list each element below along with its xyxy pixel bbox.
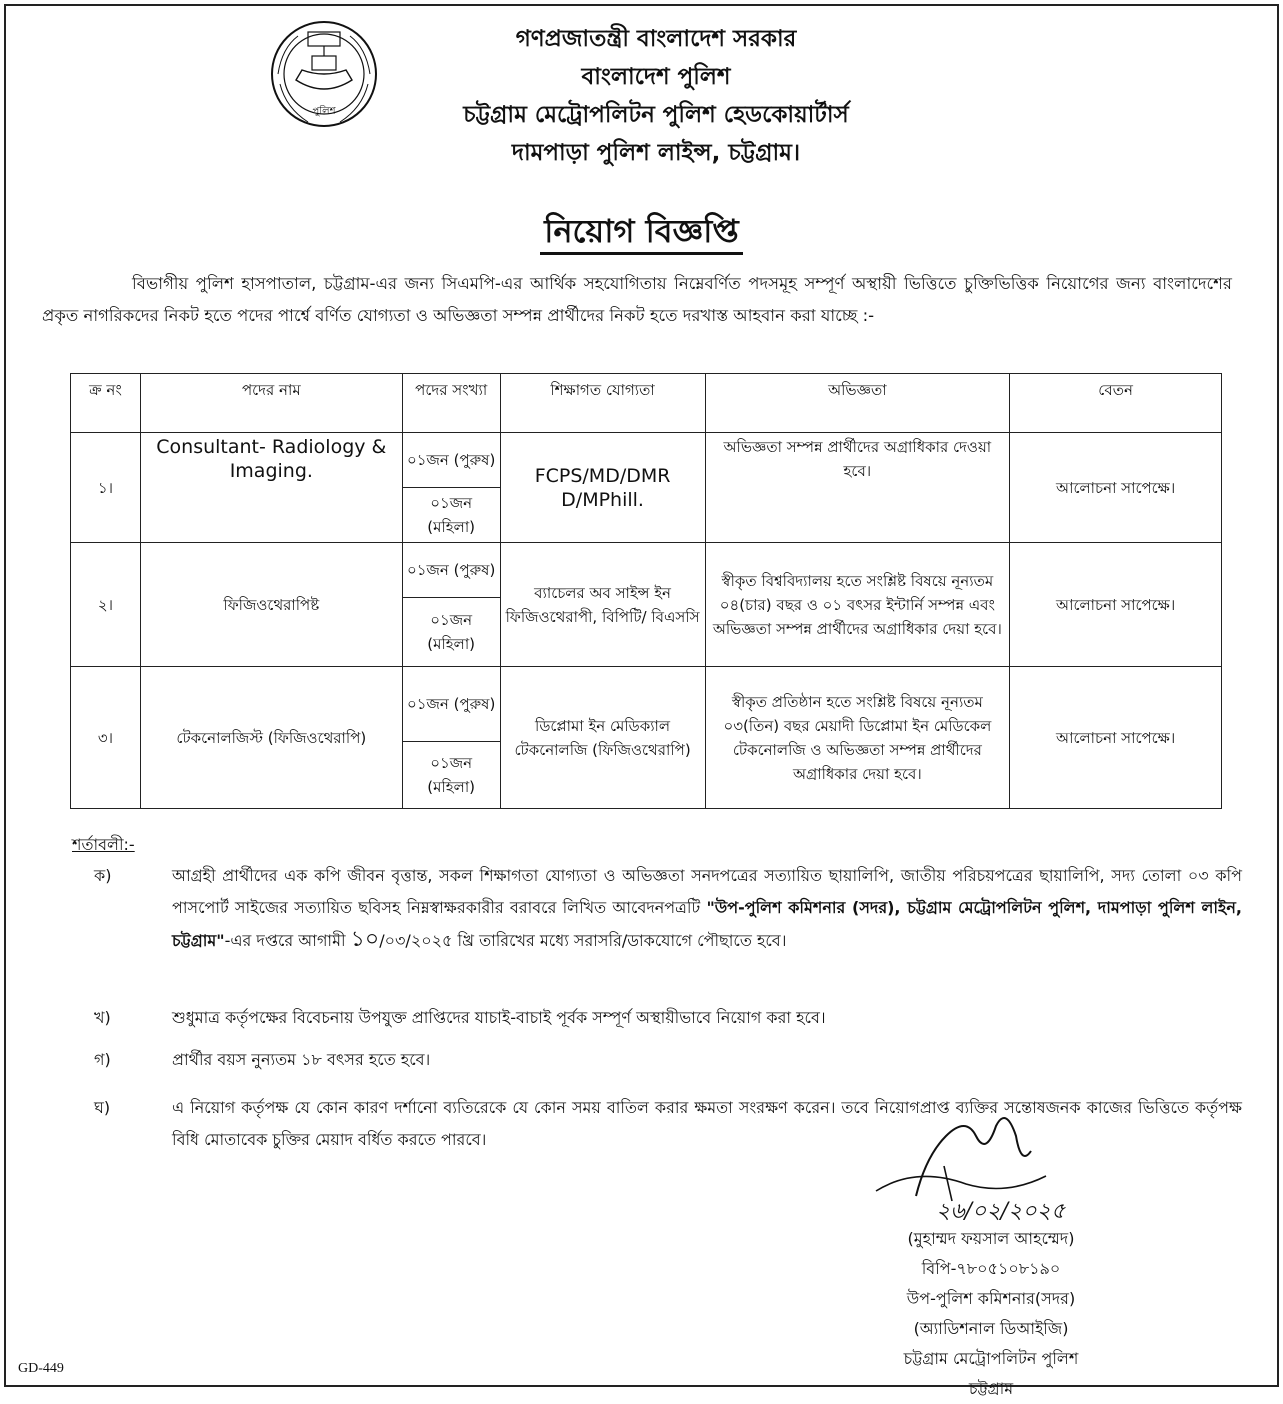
row-count-female: ০১জন (মহিলা) bbox=[402, 598, 500, 667]
row-salary: আলোচনা সাপেক্ষে। bbox=[1010, 667, 1222, 809]
condition-ka-text-c: /০৩/২০২৫ খ্রি তারিখের মধ্যে সরাসরি/ডাকযোগে পৌছাতে হবে। bbox=[379, 931, 787, 950]
signatory-office: চট্টগ্রাম মেট্রোপলিটন পুলিশ bbox=[903, 1349, 1079, 1368]
table-row bbox=[71, 543, 1222, 598]
row-experience: স্বীকৃত প্রতিষ্ঠান হতে সংশ্লিষ্ট বিষয়ে নূন্যতম ০৩(তিন) বছর মেয়াদী ডিপ্লোমা ইন মেডিকেল টেকনোলজি ও অভিজ্ঞতা সম্পন্ন প্রার্থীদের অগ্রাধিকার দেয়া হবে। bbox=[705, 667, 1010, 809]
header-headquarters: চট্টগ্রাম মেট্রোপলিটন পুলিশ হেডকোয়ার্টার্স bbox=[463, 102, 849, 128]
row-count-female: ০১জন (মহিলা) bbox=[402, 742, 500, 809]
row-post: টেকনোলজিস্ট (ফিজিওথেরাপি) bbox=[140, 667, 402, 809]
condition-text: শুধুমাত্র কর্তৃপক্ষের বিবেচনায় উপযুক্ত প্রাপ্তিদের যাচাই-বাচাই পূর্বক সম্পূর্ণ অস্থায়ীভাবে নিয়োগ করা হবে। bbox=[172, 1008, 826, 1027]
footer-code: GD-449 bbox=[18, 1361, 64, 1376]
row-count-female: ০১জন (মহিলা) bbox=[402, 488, 500, 543]
svg-text:পুলিশ: পুলিশ bbox=[312, 106, 336, 117]
office-address: "উপ-পুলিশ কমিশনার (সদর), চট্টগ্রাম মেট্রোপলিটন পুলিশ, দামপাড়া পুলিশ লাইন, চট্টগ্রাম" bbox=[172, 898, 1242, 950]
row-post: ফিজিওথেরাপিষ্ট bbox=[140, 543, 402, 667]
row-education: ডিপ্লোমা ইন মেডিক্যাল টেকনোলজি (ফিজিওথেরাপি) bbox=[500, 667, 705, 809]
signatory-additional: (অ্যাডিশনাল ডিআইজি) bbox=[913, 1319, 1069, 1338]
condition-text: এ নিয়োগ কর্তৃপক্ষ যে কোন কারণ দর্শানো ব্যতিরেকে যে কোন সময় বাতিল করার ক্ষমতা সংরক্ষণ করেন। তবে নিয়োগপ্রাপ্ত ব্যক্তির সন্তোষজনক কাজের ভিত্তিতে কর্তৃপক্ষ বিধি মোতাবেক চুক্তির মেয়াদ বর্ধিত করতে পারবে। bbox=[172, 1098, 1242, 1149]
condition-mark: গ) bbox=[94, 1050, 111, 1069]
condition-ka-text-b: -এর দপ্তরে আগামী bbox=[224, 931, 346, 950]
header-experience: অভিজ্ঞতা bbox=[705, 374, 1010, 433]
header-post: পদের নাম bbox=[140, 374, 402, 433]
condition-ka bbox=[42, 860, 1242, 957]
condition-mark: খ) bbox=[94, 1008, 111, 1027]
row-post: Consultant- Radiology & Imaging. bbox=[140, 433, 402, 543]
table-header-row bbox=[71, 374, 1222, 433]
handwritten-signature bbox=[856, 1096, 1056, 1206]
row-salary: আলোচনা সাপেক্ষে। bbox=[1010, 433, 1222, 543]
row-experience: স্বীকৃত বিশ্ববিদ্যালয় হতে সংশ্লিষ্ট বিষয়ে নূন্যতম ০৪(চার) বছর ও ০১ বৎসর ইন্টার্নি সম্পন্ন এবং অভিজ্ঞতা সম্পন্ন প্রার্থীদের অগ্রাধিকার দেয়া হবে। bbox=[705, 543, 1010, 667]
header-address: দামপাড়া পুলিশ লাইন্স, চট্টগ্রাম। bbox=[511, 140, 801, 166]
row-education: FCPS/MD/DMR D/MPhill. bbox=[500, 433, 705, 543]
header-count: পদের সংখ্যা bbox=[402, 374, 500, 433]
row-count-male: ০১জন (পুরুষ) bbox=[402, 433, 500, 488]
header-block bbox=[386, 20, 926, 172]
signatory-name: (মুহাম্মদ ফয়সাল আহম্মেদ) bbox=[907, 1229, 1075, 1248]
header-education: শিক্ষাগত যোগ্যতা bbox=[500, 374, 705, 433]
condition-kha bbox=[42, 1002, 1242, 1034]
notice-title-wrap bbox=[6, 206, 1277, 260]
condition-ga bbox=[42, 1044, 1242, 1076]
deadline-day: ১০ bbox=[350, 927, 380, 952]
row-experience: অভিজ্ঞতা সম্পন্ন প্রার্থীদের অগ্রাধিকার দেওয়া হবে। bbox=[705, 433, 1010, 543]
condition-mark: ঘ) bbox=[94, 1098, 111, 1117]
header-government: গণপ্রজাতন্ত্রী বাংলাদেশ সরকার bbox=[515, 26, 797, 52]
row-serial: ২। bbox=[71, 543, 141, 667]
row-salary: আলোচনা সাপেক্ষে। bbox=[1010, 543, 1222, 667]
condition-ka-text-a: আগ্রহী প্রার্থীদের এক কপি জীবন বৃত্তান্ত, সকল শিক্ষাগতা যোগ্যতা ও অভিজ্ঞতা সনদপত্রের সত্যায়িত ছায়ালিপি, জাতীয় পরিচয়পত্রের ছায়ালিপি, সদ্য তোলা ০৩ কপি পাসপোর্ট সাইজের সত্যায়িত ছবিসহ নিম্নস্বাক্ষরকারীর বরাবরে লিখিত আবেদনপত্রটি bbox=[172, 866, 1242, 917]
table-row bbox=[71, 433, 1222, 488]
table-row bbox=[71, 667, 1222, 742]
row-count-male: ০১জন (পুরুষ) bbox=[402, 543, 500, 598]
signatory-block bbox=[856, 1224, 1126, 1404]
condition-gha bbox=[42, 1092, 1242, 1156]
vacancy-table bbox=[70, 373, 1222, 809]
police-emblem-logo bbox=[268, 18, 380, 130]
header-salary: বেতন bbox=[1010, 374, 1222, 433]
row-serial: ১। bbox=[71, 433, 141, 543]
condition-mark: ক) bbox=[94, 866, 112, 885]
conditions-heading: শর্তাবলী:- bbox=[72, 835, 135, 854]
header-serial: ক্র নং bbox=[71, 374, 141, 433]
signatory-designation: উপ-পুলিশ কমিশনার(সদর) bbox=[906, 1289, 1076, 1308]
notice-title: নিয়োগ বিজ্ঞপ্তি bbox=[540, 212, 742, 255]
condition-text bbox=[172, 860, 1242, 957]
row-education: ব্যাচেলর অব সাইন্স ইন ফিজিওথেরাপী, বিপিটি/ বিএসসি bbox=[500, 543, 705, 667]
row-serial: ৩। bbox=[71, 667, 141, 809]
signature-date: ২৬/০২/২০২৫ bbox=[936, 1199, 1066, 1224]
intro-paragraph: বিভাগীয় পুলিশ হাসপাতাল, চট্টগ্রাম-এর জন্য সিএমপি-এর আর্থিক সহযোগিতায় নিম্নেবর্ণিত পদসমূহ সম্পূর্ণ অস্থায়ী ভিত্তিতে চুক্তিভিত্তিক নিয়োগের জন্য বাংলাদেশের প্রকৃত নাগরিকদের নিকট হতে পদের পার্শ্বে বর্ণিত যোগ্যতা ও অভিজ্ঞতা সম্পন্ন প্রার্থীদের নিকট হতে দরখাস্ত আহবান করা যাচ্ছে :- bbox=[42, 274, 1232, 325]
notice-page bbox=[4, 4, 1279, 1398]
condition-text: প্রার্থীর বয়স নুন্যতম ১৮ বৎসর হতে হবে। bbox=[172, 1050, 431, 1069]
row-count-male: ০১জন (পুরুষ) bbox=[402, 667, 500, 742]
header-police: বাংলাদেশ পুলিশ bbox=[581, 64, 731, 90]
signatory-city: চট্টগ্রাম bbox=[968, 1379, 1014, 1398]
signatory-bp: বিপি-৭৮০৫১০৮১৯০ bbox=[921, 1259, 1061, 1278]
